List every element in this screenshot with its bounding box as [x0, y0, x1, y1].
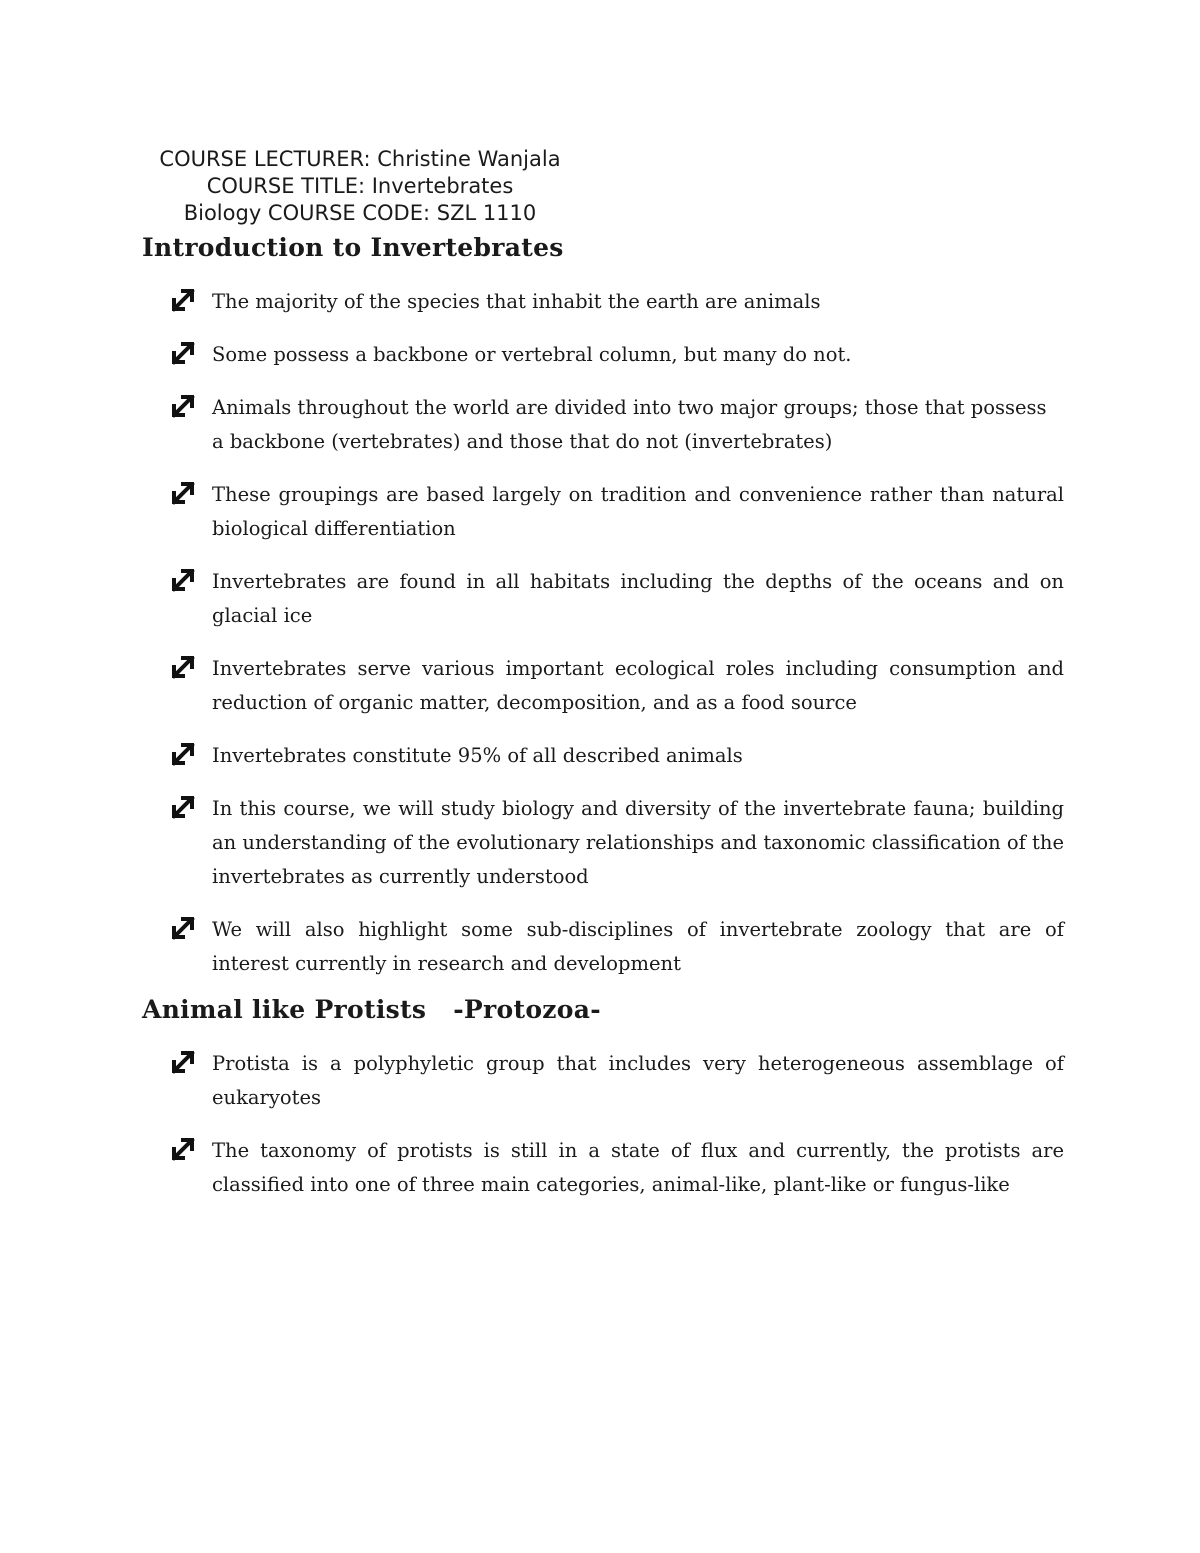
diagonal-arrow-icon: [172, 395, 196, 419]
diagonal-arrow-icon: [172, 656, 196, 680]
diagonal-arrow-icon: [172, 796, 196, 820]
diagonal-arrow-icon: [172, 569, 196, 593]
section-heading-protists: Animal like Protists -Protozoa-: [142, 995, 601, 1024]
list-item: Invertebrates constitute 95% of all described animals: [172, 739, 1064, 773]
list-item: Invertebrates serve various important ecological roles including consumption and reduction of organic matter, decomposition, and as a food source: [172, 652, 1064, 720]
list-item: These groupings are based largely on tradition and convenience rather than natural biological differentiation: [172, 478, 1064, 546]
diagonal-arrow-icon: [172, 1138, 196, 1162]
introduction-bullet-list: [172, 285, 1064, 1000]
protists-bullet-list: [172, 1047, 1064, 1221]
diagonal-arrow-icon: [172, 1051, 196, 1075]
course-lecturer: COURSE LECTURER: Christine Wanjala: [159, 147, 561, 171]
course-header: [100, 146, 620, 227]
section-heading-introduction: Introduction to Invertebrates: [142, 233, 564, 262]
diagonal-arrow-icon: [172, 482, 196, 506]
course-title: COURSE TITLE: Invertebrates: [206, 174, 514, 198]
course-code: Biology COURSE CODE: SZL 1110: [183, 201, 537, 225]
diagonal-arrow-icon: [172, 342, 196, 366]
diagonal-arrow-icon: [172, 917, 196, 941]
list-item: Invertebrates are found in all habitats including the depths of the oceans and on glacial ice: [172, 565, 1064, 633]
list-item: In this course, we will study biology and diversity of the invertebrate fauna; building an understanding of the evolutionary relationships and taxonomic classification of the invertebrates as currently understood: [172, 792, 1064, 894]
list-item: Animals throughout the world are divided into two major groups; those that possess a backbone (vertebrates) and those that do not (invertebrates): [172, 391, 1064, 459]
list-item: The majority of the species that inhabit the earth are animals: [172, 285, 1064, 319]
list-item: Some possess a backbone or vertebral column, but many do not.: [172, 338, 1064, 372]
list-item: We will also highlight some sub-disciplines of invertebrate zoology that are of interest currently in research and development: [172, 913, 1064, 981]
diagonal-arrow-icon: [172, 289, 196, 313]
list-item: The taxonomy of protists is still in a state of flux and currently, the protists are classified into one of three main categories, animal-like, plant-like or fungus-like: [172, 1134, 1064, 1202]
list-item: Protista is a polyphyletic group that includes very heterogeneous assemblage of eukaryotes: [172, 1047, 1064, 1115]
diagonal-arrow-icon: [172, 743, 196, 767]
